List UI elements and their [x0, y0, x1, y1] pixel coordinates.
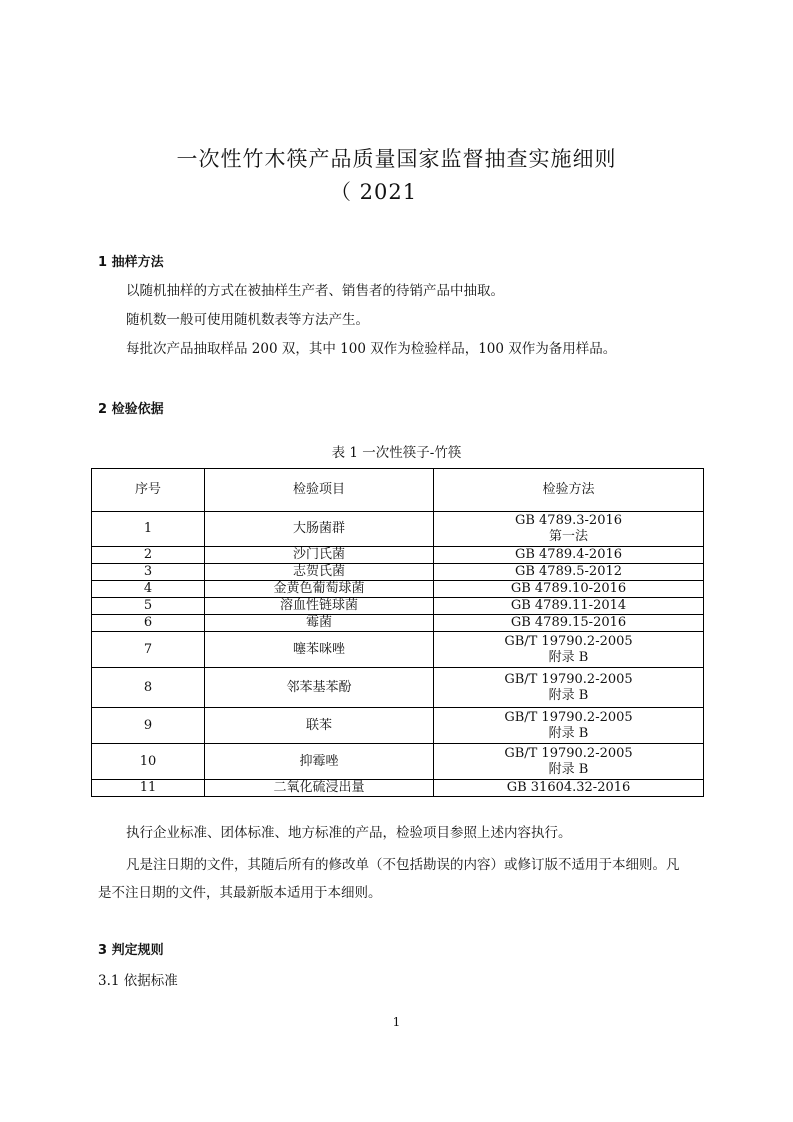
document-year: （ 2021 [330, 180, 418, 204]
inspection-item: 金黄色葡萄球菌 [205, 581, 434, 598]
inspection-method [434, 512, 704, 547]
section-1-paragraph: 每批次产品抽取样品 200 双，其中 100 双作为检验样品，100 双作为备用样品。 [126, 341, 617, 357]
inspection-method: GB 31604.32-2016 [434, 780, 704, 797]
inspection-method [434, 708, 704, 744]
method-note: 附录 B [548, 687, 589, 703]
table-row [92, 780, 704, 797]
table-row [92, 708, 704, 744]
page-number: 1 [392, 1015, 401, 1029]
row-number: 1 [92, 512, 205, 547]
inspection-table [91, 468, 704, 797]
table-row [92, 744, 704, 780]
inspection-item: 二氧化硫浸出量 [205, 780, 434, 797]
inspection-method: GB 4789.4-2016 [434, 547, 704, 564]
section-2-note: 执行企业标准、团体标准、地方标准的产品，检验项目参照上述内容执行。 [126, 825, 572, 841]
section-2-note: 凡是注日期的文件，其随后所有的修改单（不包括勘误的内容）或修订版不适用于本细则。凡 [126, 857, 680, 873]
inspection-item: 抑霉唑 [205, 744, 434, 780]
section-2-note-continued: 是不注日期的文件，其最新版本适用于本细则。 [98, 885, 382, 901]
table-header-row [92, 469, 704, 512]
table-row [92, 581, 704, 598]
inspection-item: 邻苯基苯酚 [205, 668, 434, 708]
inspection-method [434, 744, 704, 780]
document-title: 一次性竹木筷产品质量国家监督抽查实施细则 [176, 147, 617, 171]
column-header-item: 检验项目 [205, 469, 434, 512]
inspection-method [434, 632, 704, 668]
inspection-item: 沙门氏菌 [205, 547, 434, 564]
method-standard: GB/T 19790.2-2005 [504, 671, 633, 687]
row-number: 3 [92, 564, 205, 581]
method-note: 附录 B [548, 725, 589, 741]
row-number: 8 [92, 668, 205, 708]
inspection-item: 志贺氏菌 [205, 564, 434, 581]
method-standard: GB/T 19790.2-2005 [504, 709, 633, 725]
inspection-item: 噻苯咪唑 [205, 632, 434, 668]
method-note: 附录 B [548, 649, 589, 665]
table-row [92, 615, 704, 632]
row-number: 4 [92, 581, 205, 598]
inspection-method: GB 4789.5-2012 [434, 564, 704, 581]
section-3-1-heading: 3.1 依据标准 [98, 973, 178, 989]
inspection-item: 溶血性链球菌 [205, 598, 434, 615]
table-row [92, 564, 704, 581]
inspection-item: 霉菌 [205, 615, 434, 632]
row-number: 2 [92, 547, 205, 564]
column-header-method: 检验方法 [434, 469, 704, 512]
table-row [92, 632, 704, 668]
section-1-paragraph: 随机数一般可使用随机数表等方法产生。 [126, 312, 369, 328]
table-row [92, 547, 704, 564]
method-standard: GB/T 19790.2-2005 [504, 633, 633, 649]
row-number: 11 [92, 780, 205, 797]
row-number: 6 [92, 615, 205, 632]
section-1-paragraph: 以随机抽样的方式在被抽样生产者、销售者的待销产品中抽取。 [126, 283, 504, 299]
method-note: 附录 B [548, 761, 589, 777]
inspection-item: 联苯 [205, 708, 434, 744]
table-row [92, 512, 704, 547]
section-3-heading: 3 判定规则 [98, 943, 164, 958]
inspection-method: GB 4789.15-2016 [434, 615, 704, 632]
table-row [92, 668, 704, 708]
row-number: 7 [92, 632, 205, 668]
section-1-heading: 1 抽样方法 [98, 255, 164, 270]
section-2-heading: 2 检验依据 [98, 402, 164, 417]
inspection-method [434, 668, 704, 708]
method-standard: GB/T 19790.2-2005 [504, 745, 633, 761]
table-caption: 表 1 一次性筷子-竹筷 [331, 445, 462, 461]
column-header-no: 序号 [92, 469, 205, 512]
inspection-method: GB 4789.10-2016 [434, 581, 704, 598]
table-row [92, 598, 704, 615]
row-number: 5 [92, 598, 205, 615]
method-standard: GB 4789.3-2016 [514, 513, 623, 528]
method-note: 第一法 [548, 529, 588, 544]
inspection-item: 大肠菌群 [205, 512, 434, 547]
row-number: 10 [92, 744, 205, 780]
inspection-method: GB 4789.11-2014 [434, 598, 704, 615]
row-number: 9 [92, 708, 205, 744]
